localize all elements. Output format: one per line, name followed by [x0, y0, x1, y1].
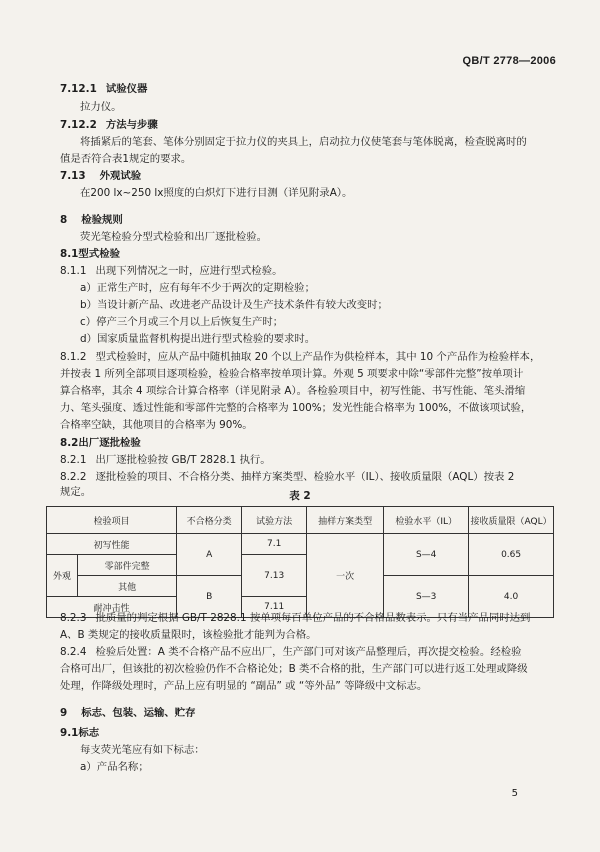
paragraph-line: 规定。	[60, 486, 92, 498]
section-title: 试验仪器	[105, 83, 148, 95]
section-number: 8.1	[60, 248, 79, 260]
section-title: 检验规则	[81, 214, 123, 226]
paragraph-8-2-2	[0, 471, 600, 484]
section-number: 8.2.2	[60, 471, 87, 483]
heading-9	[0, 707, 600, 720]
list-item: c）停产三个月或三个月以上后恢复生产时；	[80, 316, 284, 328]
table-cell-item: 初写性能	[47, 534, 177, 555]
section-number: 8.2	[60, 437, 79, 449]
table-header-row	[47, 507, 554, 534]
table-cell-method: 7.13	[242, 555, 307, 597]
paragraph-8-2-3	[0, 612, 600, 625]
page-number: 5	[511, 788, 518, 799]
section-number: 7.12.2	[60, 119, 97, 131]
section-title: 外观试验	[99, 170, 142, 182]
section-title: 出厂逐批检验	[78, 437, 141, 449]
section-number: 9	[60, 707, 68, 719]
document-code: QB/T 2778—2006	[462, 55, 556, 67]
section-number: 8.2.3	[60, 612, 87, 624]
paragraph: 每支荧光笔应有如下标志：	[80, 744, 205, 756]
paragraph-text: 批质量的判定根据 GB/T 2828.1 按单项每百单位产品的不合格品数表示。只有当产品同时达到	[95, 612, 531, 624]
paragraph-line: 处理，作降级处理时，产品上应有明显的 “副品” 或 “等外品” 等降级中文标志。	[60, 680, 428, 692]
paragraph-text: 逐批检验的项目、不合格分类、抽样方案类型、检验水平（IL）、接收质量限（AQL）按表 2	[95, 471, 515, 483]
section-number: 7.13	[60, 170, 86, 182]
table-header: 不合格分类	[177, 507, 242, 534]
paragraph-8-1-2	[0, 351, 600, 364]
section-title: 标志、包装、运输、贮存	[81, 707, 196, 719]
list-item: b）当设计新产品、改进老产品设计及生产技术条件有较大改变时；	[80, 299, 388, 311]
section-title: 型式检验	[78, 248, 120, 260]
section-title: 标志	[78, 727, 100, 739]
table-2	[46, 506, 554, 618]
paragraph-8-1-1	[0, 265, 600, 278]
table-cell-scheme: 一次	[307, 534, 384, 618]
heading-8-2	[0, 437, 600, 450]
heading-8-1	[0, 248, 600, 261]
table-header: 接收质量限（AQL）	[469, 507, 554, 534]
table-row	[47, 534, 554, 555]
paragraph: 将插紧后的笔套、笔体分别固定于拉力仪的夹具上，启动拉力仪使笔套与笔体脱离，检查脱离时的	[80, 136, 527, 148]
section-number: 7.12.1	[60, 83, 97, 95]
table-cell-il: S—4	[384, 534, 469, 576]
paragraph-line: A、B 类规定的接收质量限时，该检验批才能判为合格。	[60, 629, 317, 641]
table-cell-item: 耐冲击性	[47, 597, 177, 618]
table-cell-item: 零部件完整	[78, 555, 177, 576]
paragraph-line: 力、笔头强度、透过性能和零部件完整的合格率为 100%；发光性能合格率为 100%，不做该项试验，	[60, 402, 532, 414]
paragraph-line: 算合格率，其余 4 项综合计算合格率（详见附录 A）。各检验项目中，初写性能、书写性能、笔头滑缩	[60, 385, 526, 397]
section-number: 9.1	[60, 727, 79, 739]
heading-8	[0, 214, 600, 227]
heading-7-13	[0, 170, 600, 183]
section-number: 8.2.4	[60, 646, 87, 658]
paragraph: 在200 lx~250 lx照度的白炽灯下进行目测（详见附录A）。	[80, 187, 353, 199]
list-item: a）产品名称；	[80, 761, 149, 773]
table-cell-method: 7.11	[242, 597, 307, 618]
paragraph: 值是否符合表1规定的要求。	[60, 153, 192, 165]
paragraph-text: 检验后处置：A 类不合格产品不应出厂，生产部门可对该产品整理后，再次提交检验。经检验	[95, 646, 522, 658]
table-header: 检验项目	[47, 507, 177, 534]
table-cell-method: 7.1	[242, 534, 307, 555]
paragraph-text: 出现下列情况之一时，应进行型式检验。	[95, 265, 283, 277]
table-cell-class: B	[177, 576, 242, 618]
paragraph-line: 合格率空缺，其他项目的合格率为 90%。	[60, 419, 253, 431]
paragraph-8-2-4	[0, 646, 600, 659]
section-number: 8.1.1	[60, 265, 87, 277]
section-number: 8.1.2	[60, 351, 87, 363]
list-item: a）正常生产时，应有每年不少于两次的定期检验；	[80, 282, 315, 294]
table-cell-aql: 0.65	[469, 534, 554, 576]
paragraph-8-2-1	[0, 454, 600, 467]
paragraph-text: 型式检验时，应从产品中随机抽取 20 个以上产品作为供检样本，其中 10 个产品作为检验样本，	[95, 351, 541, 363]
list-item: d）国家质量监督机构提出进行型式检验的要求时。	[80, 333, 316, 345]
paragraph: 拉力仪。	[80, 101, 122, 113]
table-header: 试验方法	[242, 507, 307, 534]
table-caption: 表 2	[289, 490, 311, 502]
table-cell-aql: 4.0	[469, 576, 554, 618]
section-number: 8	[60, 214, 68, 226]
table-header: 检验水平（IL）	[384, 507, 469, 534]
paragraph-line: 合格可出厂，但该批的初次检验仍作不合格论处；B 类不合格的批，生产部门可以进行返工处理或降级	[60, 663, 528, 675]
table-cell-il: S—3	[384, 576, 469, 618]
paragraph-line: 并按表 1 所列全部项目逐项检验，检验合格率按单项计算。外观 5 项要求中除“零部件完整”按单项计	[60, 368, 524, 380]
section-title: 方法与步骤	[105, 119, 158, 131]
paragraph-text: 出厂逐批检验按 GB/T 2828.1 执行。	[95, 454, 271, 466]
paragraph: 荧光笔检验分型式检验和出厂逐批检验。	[80, 231, 268, 243]
heading-7-12-1	[0, 83, 600, 96]
table-cell-class: A	[177, 534, 242, 576]
table-cell-group: 外观	[47, 555, 78, 597]
heading-7-12-2	[0, 119, 600, 132]
section-number: 8.2.1	[60, 454, 87, 466]
table-cell-item: 其他	[78, 576, 177, 597]
table-header: 抽样方案类型	[307, 507, 384, 534]
heading-9-1	[0, 727, 600, 740]
